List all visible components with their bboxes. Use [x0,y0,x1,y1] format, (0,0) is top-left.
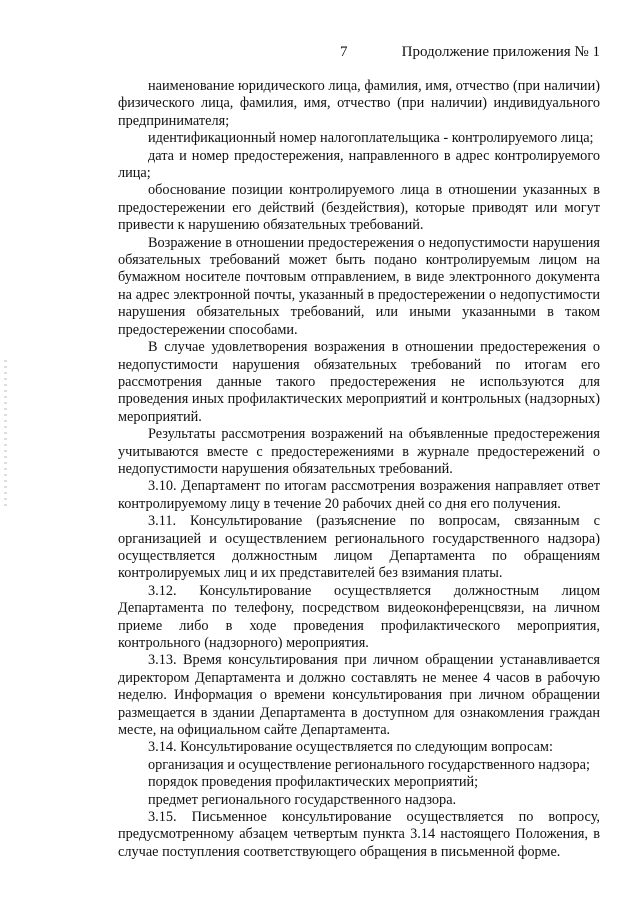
list-item-subject: предмет регионального государственного надзора. [148,791,457,808]
list-item-organization: организация и осуществление регионального государственного надзора; [148,756,590,773]
paragraph-position-justification: обоснование позиции контролируемого лица в отношении указанных в предостережении его действий (бездействия), которые приводят или могут привести к нарушению обязательных требований. [118,182,600,234]
paragraph-3-11: 3.11. Консультирование (разъяснение по вопросам, связанным с организацией и осуществлением регионального государственного надзора) осуществляется должностным лицом Департамента по обращениям контролируемых лиц и их представителей без взимания платы. [118,513,600,582]
paragraph-warning-date-number: дата и номер предостережения, направленного в адрес контролируемого лица; [118,147,600,182]
paragraph-3-12: 3.12. Консультирование осуществляется должностным лицом Департамента по телефону, посредством видеоконференцсвязи, на личном приеме либо в ходе проведения профилактического мероприятия, контрольного (надзорного) мероприятия. [118,582,600,651]
paragraph-objection-satisfied: В случае удовлетворения возражения в отношении предостережения о недопустимости нарушения обязательных требований по итогам его рассмотрения данные такого предостережения не используются для проведения иных профилактических мероприятий и контрольных (надзорных) мероприятий. [118,339,600,425]
paragraph-3-14: 3.14. Консультирование осуществляется по следующим вопросам: [148,739,553,756]
paragraph-objection-submission: Возражение в отношении предостережения о недопустимости нарушения обязательных требований может быть подано контролируемым лицом на бумажном носителе почтовым отправлением, в виде электронного документа на адрес электронной почты, указанный в предостережении о недопустимости нарушения обязательных требований, или иными указанными в таком предостережении способами. [118,234,600,338]
paragraph-3-13: 3.13. Время консультирования при личном обращении устанавливается директором Департамента и должно составлять не менее 4 часов в рабочую неделю. Информация о времени консультирования при личном обращении размещается в здании Департамента в доступном для ознакомления граждан месте, на официальном сайте Департамента. [118,652,600,739]
paragraph-3-15: 3.15. Письменное консультирование осуществляется по вопросу, предусмотренному абзацем четвертым пункта 3.14 настоящего Положения, в случае поступления соответствующего обращения в письменной форме. [118,809,600,860]
paragraph-3-10: 3.10. Департамент по итогам рассмотрения возражения направляет ответ контролируемому лицу в течение 20 рабочих дней со дня его получения. [118,478,600,512]
page-header [0,44,600,64]
paragraph-applicant-name: наименование юридического лица, фамилия, имя, отчество (при наличии) физического лица, фамилия, имя, отчество (при наличии) индивидуального предпринимателя; [118,78,600,129]
paragraph-taxpayer-id: идентификационный номер налогоплательщика - контролируемого лица; [148,130,594,147]
appendix-continuation-note: Продолжение приложения № 1 [401,44,600,60]
page-number: 7 [340,44,348,60]
scan-margin-mark [4,360,7,510]
paragraph-objection-results: Результаты рассмотрения возражений на объявленные предостережения учитываются вместе с предостережениями в журнале предостережений о недопустимости нарушения обязательных требований. [118,426,600,477]
list-item-procedure: порядок проведения профилактических мероприятий; [148,774,479,791]
document-body [118,78,600,861]
